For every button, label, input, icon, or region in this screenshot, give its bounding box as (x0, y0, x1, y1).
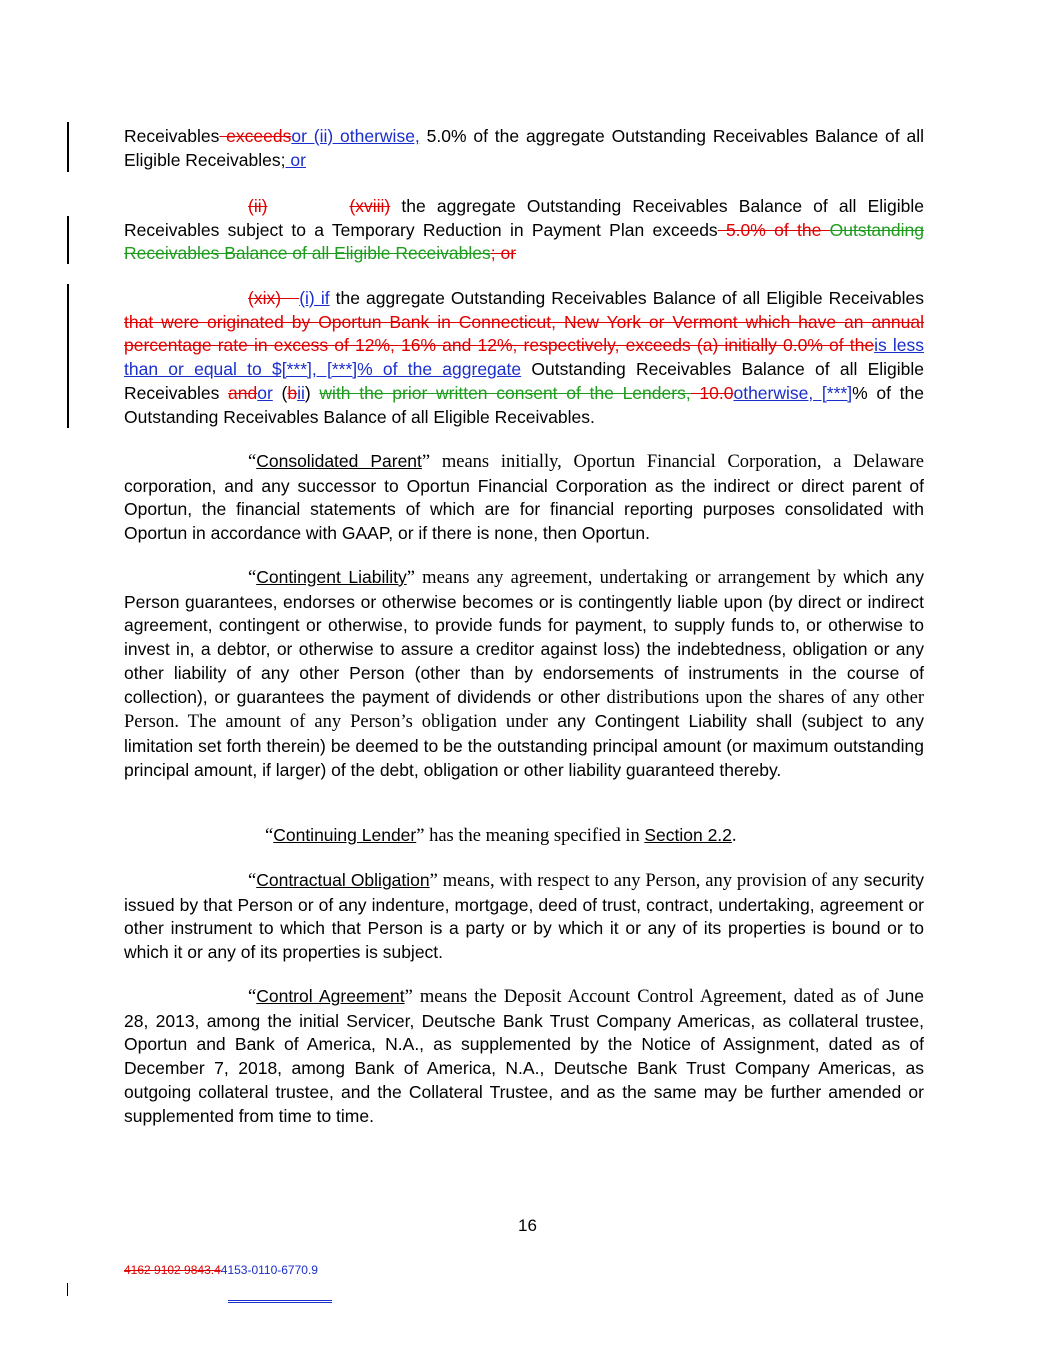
definition-lead: ” has the meaning specified in (416, 826, 645, 846)
deleted-document-id: 4162 9102 9843.4 (124, 1263, 221, 1277)
deleted-clause-number: (xviii) (349, 196, 391, 216)
text: the aggregate Outstanding Receivables Balance of all Eligible Receivables (329, 288, 925, 308)
paragraph-receivables-clause (124, 125, 924, 172)
inserted-document-id: 4153-0110-6770.9 (220, 1263, 318, 1277)
definition-lead: ” means, with respect to any Person, any provision of any (429, 871, 859, 891)
change-bar (67, 284, 69, 428)
paragraph-temporary-reduction-clause (124, 195, 924, 266)
inserted-text: or (257, 382, 273, 403)
definition-body-serif: distributions upon the shares of any other Person. The amount of any Person’s obligation under (124, 687, 924, 733)
definition-body: security issued by that Person or of any indenture, mortgage, deed of trust, contract, undertaking, agreement or other instrument to which that Person is a party or by which it or any of its properties is bound or to which it or any of its properties is subject. (124, 870, 925, 963)
change-bar (67, 1283, 68, 1296)
text: 5.0% of the aggregate Outstanding Receivables Balance of all Eligible Receivables; (124, 126, 925, 170)
period: . (731, 826, 737, 846)
inserted-text: (i) if (299, 288, 330, 308)
defined-term: Contingent Liability (256, 567, 407, 587)
quote-mark: “ (248, 987, 257, 1007)
definition-lead: ” means the Deposit Account Control Agreement, dated as of (404, 987, 879, 1007)
defined-term: Consolidated Parent (256, 451, 422, 471)
text: ( (272, 382, 288, 403)
definition-body: any Contingent Liability shall (subject to any limitation set forth therein) be deemed to be the outstanding principal amount (or maximum outstanding principal amount, if larger) of the debt, obligation or other liability guaranteed thereby. (124, 711, 924, 780)
quote-mark: “ (248, 452, 257, 472)
deleted-text: ; or (490, 243, 517, 264)
text: % of the Outstanding Receivables Balance of all Eligible Receivables. (124, 382, 924, 427)
defined-term: Contractual Obligation (256, 870, 430, 890)
defined-term: Control Agreement (256, 986, 405, 1006)
text: ) (304, 382, 320, 403)
deleted-text: that were originated by Oportun Bank in Connecticut, New York or Vermont which have an annual percentage rate in excess of 12%, 16% and 12%, respectively, exceeds (a) initially 0.0% of the (124, 311, 924, 356)
moved-deleted-text: with the prior written consent of the Lenders, (319, 382, 691, 403)
inserted-text: otherwise, [***] (733, 382, 853, 403)
text: the aggregate Outstanding Receivables Balance of all Eligible Receivables subject to a Temporary Reduction in Payment Plan exceeds (124, 196, 924, 240)
moved-deleted-text: Outstanding Receivables Balance of all Eligible Receivables (124, 219, 924, 264)
deleted-clause-number: (ii) (248, 196, 268, 216)
inserted-underline-mark (228, 1300, 332, 1303)
inserted-text: ii (297, 382, 305, 403)
definition-control-agreement (124, 985, 924, 1128)
quote-mark: “ (248, 871, 257, 891)
text: Outstanding Receivables Balance of all Eligible Receivables (124, 359, 924, 403)
definition-continuing-lender (124, 824, 924, 849)
deleted-text: and (228, 382, 258, 403)
change-bar (67, 122, 69, 172)
defined-term: Continuing Lender (273, 825, 417, 845)
quote-mark: “ (265, 826, 274, 846)
deleted-text: b (287, 382, 298, 403)
section-reference-link[interactable]: Section 2.2 (644, 825, 732, 845)
deleted-text: exceeds (219, 126, 292, 146)
inserted-text: or (ii) otherwise, (291, 126, 420, 146)
quote-mark: “ (248, 568, 257, 588)
deleted-text: 10.0 (690, 382, 734, 403)
deleted-space (281, 288, 299, 308)
paragraph-originated-receivables-clause (124, 287, 924, 429)
definition-lead: ” means any agreement, undertaking or arrangement by (406, 568, 837, 588)
change-bar (67, 216, 69, 264)
deleted-clause-number: (xix) (248, 288, 282, 308)
definition-body: which any Person guarantees, endorses or otherwise becomes or is contingently liable upon (by direct or indirect agreement, contingent or otherwise, to provide funds for payment, to supply funds to, or otherwise to invest in, a debtor, or otherwise to assure a creditor against loss) the indebtedness, obligation or any other liability of any other Person (other than by endorsements of instruments in the course of collection), or guarantees the payment of dividends or other (124, 567, 924, 707)
definition-contractual-obligation (124, 869, 924, 965)
deleted-text: 5.0% of the (717, 219, 830, 240)
document-id (124, 1263, 318, 1277)
text: Receivables (124, 126, 220, 146)
inserted-text: or (285, 149, 306, 170)
definition-body: June 28, 2013, among the initial Servicer, Deutsche Bank Trust Company Americas, as collateral trustee, Oportun and Bank of America, N.A., as supplemented by the Notice of Assignment, dated as of December 7, 2018, among Bank of America, N.A., Deutsche Bank Trust Company Americas, as outgoing collateral trustee, and the Collateral Trustee, and as the same may be further amended or supplemented from time to time. (124, 986, 925, 1126)
definition-lead: ” means initially, Oportun Financial Corporation, a Delaware (421, 452, 925, 472)
definition-contingent-liability (124, 566, 924, 782)
definition-body: corporation, and any successor to Oportun Financial Corporation as the indirect or direct parent of Oportun, the financial statements of which are for financial reporting purposes consolidated with Oportun in accordance with GAAP, or if there is none, then Oportun. (124, 475, 924, 544)
page-number: 16 (518, 1216, 537, 1235)
inserted-text: is less than or equal to $[***], [***]% of the aggregate (124, 335, 924, 380)
definition-consolidated-parent (124, 450, 924, 546)
